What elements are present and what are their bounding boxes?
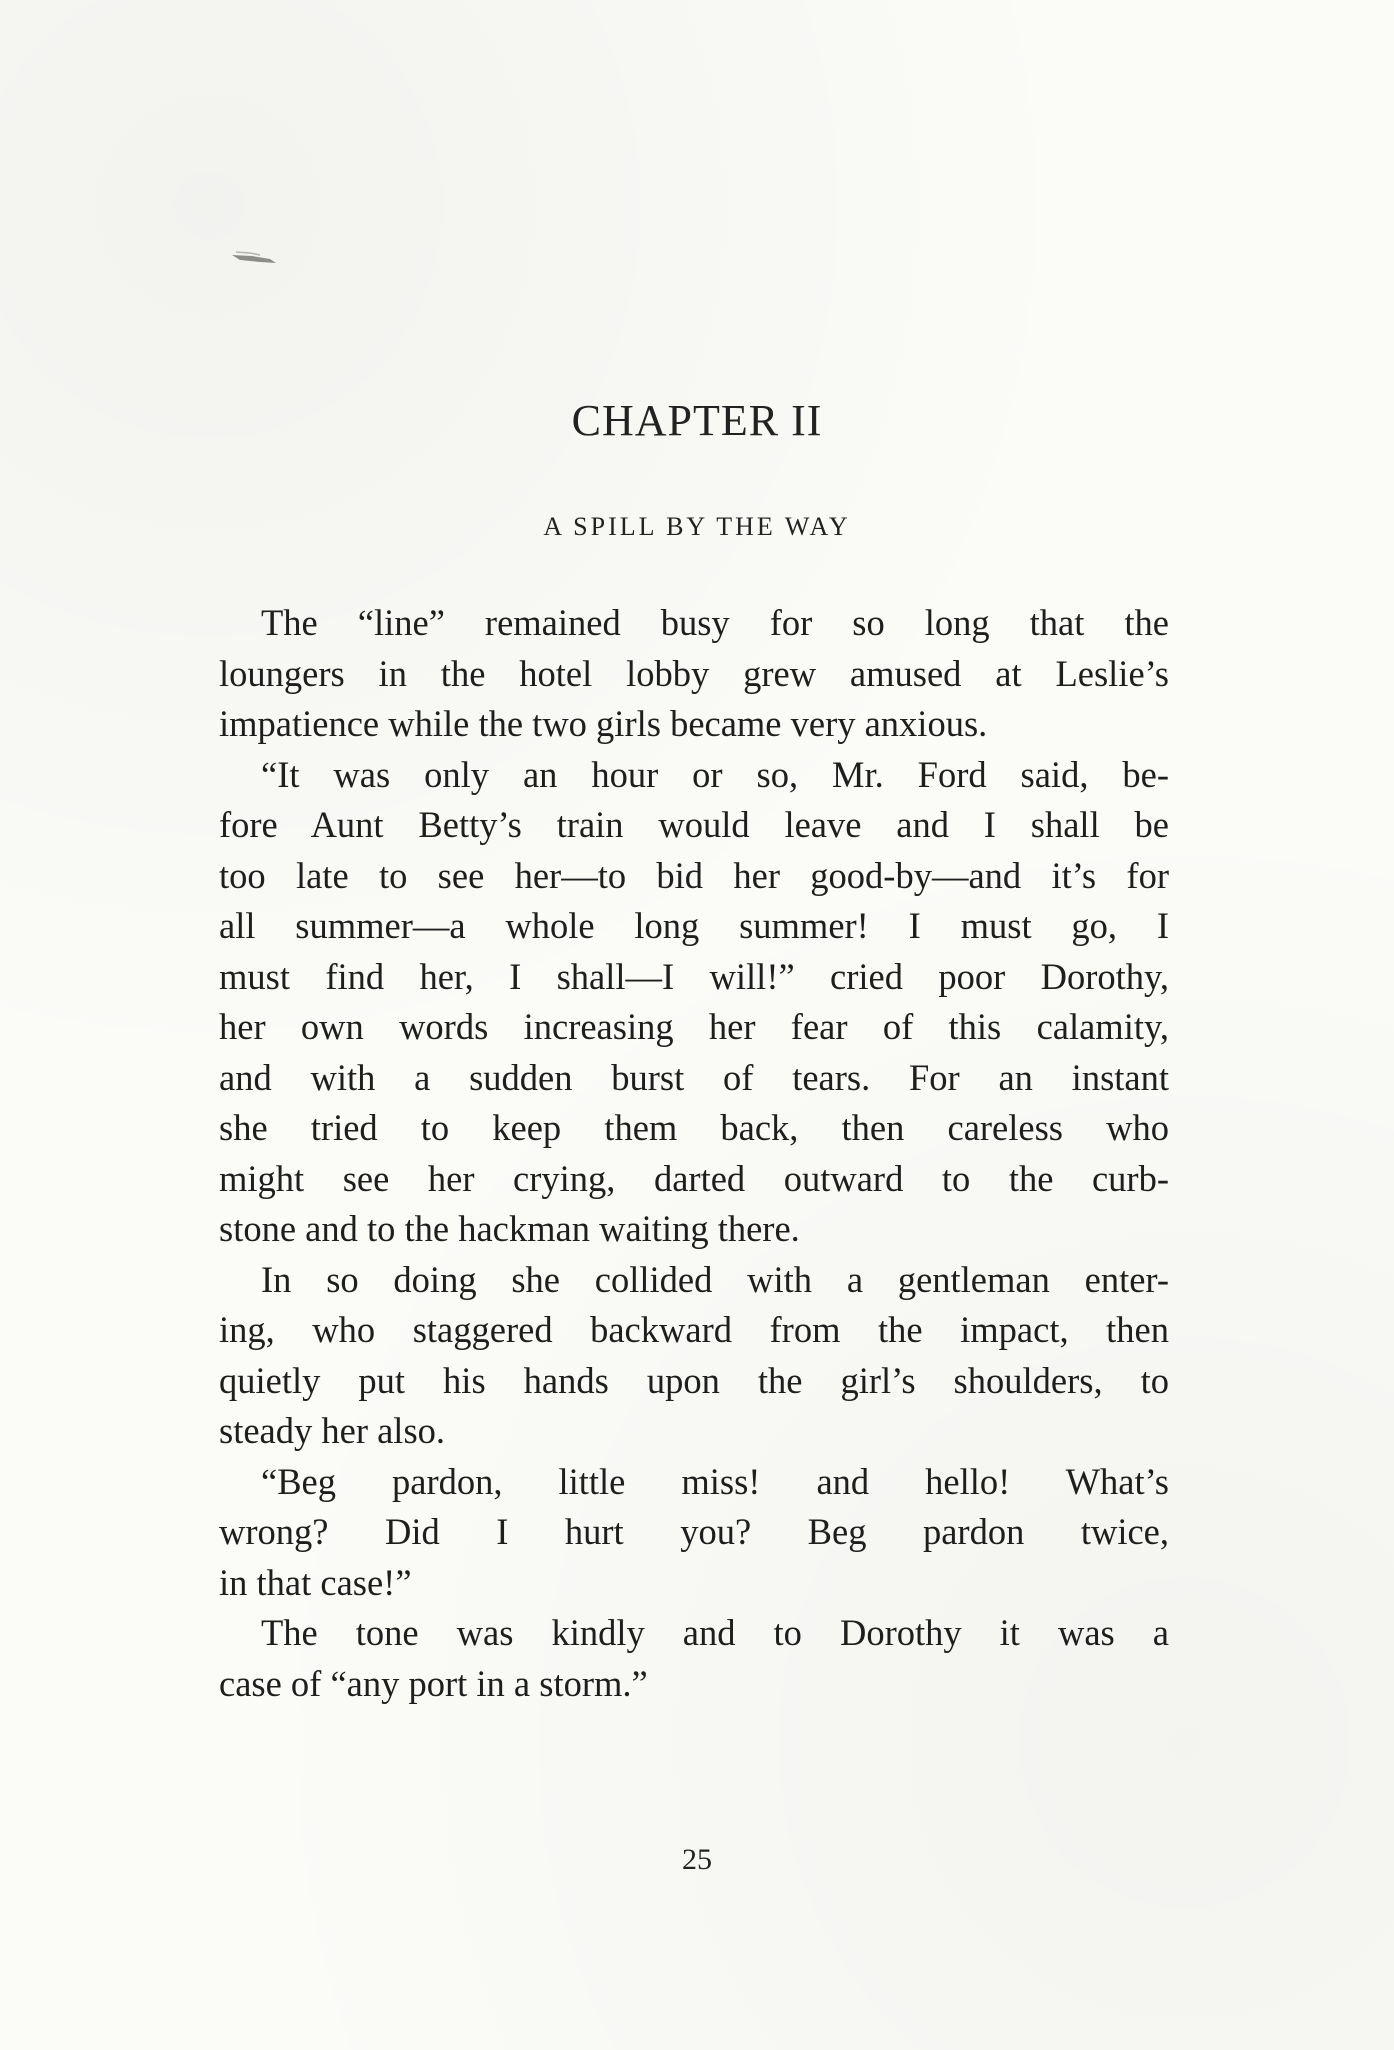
text-line: her own words increasing her fear of this calamity, xyxy=(219,1006,1169,1047)
chapter-title: CHAPTER II xyxy=(571,396,823,445)
text-line: case of “any port in a storm.” xyxy=(219,1662,648,1704)
text-line: she tried to keep them back, then careless who xyxy=(219,1107,1169,1148)
text-line: loungers in the hotel lobby grew amused at Leslie’s xyxy=(219,652,1169,694)
text-line: ing, who staggered backward from the impact, then xyxy=(219,1309,1169,1350)
text-line: wrong? Did I hurt you? Beg pardon twice, xyxy=(219,1511,1169,1552)
text-line: all summer—a whole long summer! I must go, I xyxy=(219,905,1169,946)
text-line: might see her crying, darted outward to the curb- xyxy=(219,1157,1169,1199)
text-line: stone and to the hackman waiting there. xyxy=(219,1208,800,1249)
text-line: The “line” remained busy for so long that the xyxy=(261,602,1169,643)
text-line: must find her, I shall—I will!” cried poor Dorothy, xyxy=(219,955,1169,997)
text-line: steady her also. xyxy=(219,1410,446,1451)
text-line: and with a sudden burst of tears. For an instant xyxy=(219,1056,1169,1098)
text-line: The tone was kindly and to Dorothy it was a xyxy=(261,1612,1169,1653)
text-line: “It was only an hour or so, Mr. Ford said, be- xyxy=(261,753,1169,795)
ink-smudge xyxy=(230,250,278,268)
text-line: in that case!” xyxy=(219,1561,412,1603)
text-line: “Beg pardon, little miss! and hello! What’s xyxy=(261,1460,1169,1502)
body-text xyxy=(219,598,1169,1709)
page-number: 25 xyxy=(682,1843,712,1876)
text-line: fore Aunt Betty’s train would leave and I shall be xyxy=(219,804,1169,845)
text-line: impatience while the two girls became very anxious. xyxy=(219,703,988,744)
text-line: In so doing she collided with a gentleman enter- xyxy=(261,1258,1169,1300)
text-line: too late to see her—to bid her good-by—and it’s for xyxy=(219,854,1169,896)
chapter-subtitle: A SPILL BY THE WAY xyxy=(543,512,851,541)
text-line: quietly put his hands upon the girl’s shoulders, to xyxy=(219,1359,1169,1401)
